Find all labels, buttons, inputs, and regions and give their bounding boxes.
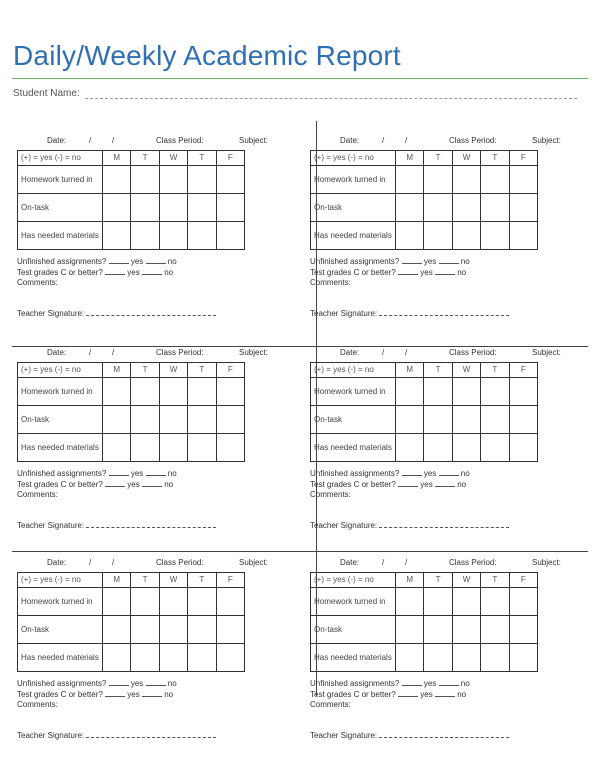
report-card bbox=[10, 348, 290, 553]
row-label: Homework turned in bbox=[18, 588, 103, 616]
subject-label: Subject: bbox=[239, 348, 268, 357]
grid-cell[interactable] bbox=[188, 644, 216, 672]
grid-cell[interactable] bbox=[159, 222, 187, 250]
grades-question: Test grades C or better? yes no bbox=[17, 480, 174, 489]
answer-blank[interactable] bbox=[398, 266, 418, 275]
day-header: T bbox=[481, 573, 509, 588]
behavior-grid bbox=[310, 362, 538, 462]
comments-label: Comments: bbox=[17, 278, 58, 287]
unfinished-question: Unfinished assignments? yes no bbox=[17, 257, 177, 266]
grid-cell[interactable] bbox=[424, 588, 452, 616]
grid-cell[interactable] bbox=[103, 194, 131, 222]
grid-cell[interactable] bbox=[103, 378, 131, 406]
answer-blank[interactable] bbox=[398, 688, 418, 697]
grid-cell[interactable] bbox=[424, 616, 452, 644]
grid-cell[interactable] bbox=[103, 644, 131, 672]
date-separator: / bbox=[89, 136, 92, 145]
grid-cell[interactable] bbox=[481, 434, 509, 462]
day-header: M bbox=[103, 151, 131, 166]
day-header: T bbox=[131, 151, 159, 166]
answer-blank[interactable] bbox=[109, 677, 129, 686]
row-label: Has needed materials bbox=[18, 434, 103, 462]
teacher-signature: Teacher Signature: bbox=[310, 729, 509, 740]
day-header: F bbox=[216, 151, 244, 166]
grid-cell[interactable] bbox=[131, 406, 159, 434]
class-period-label: Class Period: bbox=[449, 136, 497, 145]
behavior-grid bbox=[17, 362, 245, 462]
grid-cell[interactable] bbox=[188, 588, 216, 616]
day-header: T bbox=[188, 363, 216, 378]
date-separator: / bbox=[89, 348, 92, 357]
answer-blank[interactable] bbox=[435, 266, 455, 275]
answer-blank[interactable] bbox=[105, 478, 125, 487]
date-separator: / bbox=[405, 348, 408, 357]
grid-cell[interactable] bbox=[396, 644, 424, 672]
answer-blank[interactable] bbox=[435, 478, 455, 487]
day-header: T bbox=[481, 151, 509, 166]
grid-key: (+) = yes (-) = no bbox=[18, 363, 103, 378]
grid-cell[interactable] bbox=[159, 588, 187, 616]
day-header: W bbox=[452, 573, 480, 588]
report-questions bbox=[310, 467, 580, 500]
report-header bbox=[303, 136, 583, 148]
answer-blank[interactable] bbox=[142, 266, 162, 275]
row-label: On-task bbox=[18, 406, 103, 434]
subject-label: Subject: bbox=[532, 136, 561, 145]
answer-blank[interactable] bbox=[402, 467, 422, 476]
grid-key: (+) = yes (-) = no bbox=[311, 573, 396, 588]
grid-cell[interactable] bbox=[509, 166, 537, 194]
row-divider bbox=[12, 346, 588, 347]
day-header: F bbox=[509, 363, 537, 378]
date-label: Date: bbox=[47, 558, 67, 567]
class-period-label: Class Period: bbox=[449, 348, 497, 357]
grid-cell[interactable] bbox=[452, 194, 480, 222]
grid-cell[interactable] bbox=[481, 588, 509, 616]
day-header: M bbox=[103, 363, 131, 378]
grid-cell[interactable] bbox=[216, 434, 244, 462]
day-header: M bbox=[396, 573, 424, 588]
grid-cell[interactable] bbox=[396, 406, 424, 434]
answer-blank[interactable] bbox=[402, 677, 422, 686]
grid-cell[interactable] bbox=[452, 378, 480, 406]
day-header: W bbox=[159, 363, 187, 378]
row-label: Homework turned in bbox=[311, 166, 396, 194]
report-header bbox=[303, 348, 583, 360]
date-separator: / bbox=[112, 136, 115, 145]
row-label: On-task bbox=[311, 194, 396, 222]
day-header: T bbox=[188, 151, 216, 166]
date-label: Date: bbox=[340, 558, 360, 567]
day-header: F bbox=[509, 151, 537, 166]
grid-cell[interactable] bbox=[103, 588, 131, 616]
grid-cell[interactable] bbox=[131, 194, 159, 222]
grades-question: Test grades C or better? yes no bbox=[310, 690, 467, 699]
teacher-signature: Teacher Signature: bbox=[310, 519, 509, 530]
day-header: W bbox=[159, 151, 187, 166]
report-header bbox=[10, 558, 290, 570]
day-header: F bbox=[509, 573, 537, 588]
unfinished-question: Unfinished assignments? yes no bbox=[310, 469, 470, 478]
day-header: W bbox=[159, 573, 187, 588]
day-header: M bbox=[396, 363, 424, 378]
answer-blank[interactable] bbox=[398, 478, 418, 487]
answer-blank[interactable] bbox=[146, 467, 166, 476]
date-separator: / bbox=[112, 348, 115, 357]
grid-cell[interactable] bbox=[509, 588, 537, 616]
date-separator: / bbox=[382, 136, 385, 145]
grid-cell[interactable] bbox=[216, 588, 244, 616]
grid-cell[interactable] bbox=[509, 434, 537, 462]
grid-cell[interactable] bbox=[188, 378, 216, 406]
grid-cell[interactable] bbox=[216, 194, 244, 222]
report-header bbox=[10, 136, 290, 148]
teacher-signature: Teacher Signature: bbox=[17, 307, 216, 318]
class-period-label: Class Period: bbox=[156, 348, 204, 357]
answer-blank[interactable] bbox=[146, 677, 166, 686]
report-header bbox=[10, 348, 290, 360]
grid-cell[interactable] bbox=[396, 166, 424, 194]
answer-blank[interactable] bbox=[439, 467, 459, 476]
subject-label: Subject: bbox=[239, 558, 268, 567]
student-name-label: Student Name: bbox=[13, 88, 80, 99]
grid-cell[interactable] bbox=[452, 434, 480, 462]
answer-blank[interactable] bbox=[142, 478, 162, 487]
day-header: W bbox=[452, 151, 480, 166]
grid-cell[interactable] bbox=[188, 406, 216, 434]
grid-cell[interactable] bbox=[131, 616, 159, 644]
comments-label: Comments: bbox=[17, 490, 58, 499]
grid-cell[interactable] bbox=[159, 616, 187, 644]
grid-cell[interactable] bbox=[509, 644, 537, 672]
grid-cell[interactable] bbox=[216, 406, 244, 434]
day-header: T bbox=[481, 363, 509, 378]
teacher-signature: Teacher Signature: bbox=[17, 519, 216, 530]
signature-field[interactable] bbox=[86, 519, 216, 528]
grid-cell[interactable] bbox=[103, 406, 131, 434]
grid-cell[interactable] bbox=[131, 434, 159, 462]
grid-cell[interactable] bbox=[396, 194, 424, 222]
grid-cell[interactable] bbox=[424, 644, 452, 672]
grades-question: Test grades C or better? yes no bbox=[310, 480, 467, 489]
report-card bbox=[303, 136, 583, 341]
grid-cell[interactable] bbox=[131, 644, 159, 672]
grid-key: (+) = yes (-) = no bbox=[311, 151, 396, 166]
comments-label: Comments: bbox=[310, 278, 351, 287]
behavior-grid bbox=[17, 572, 245, 672]
day-header: T bbox=[188, 573, 216, 588]
report-questions bbox=[17, 677, 287, 710]
grid-cell[interactable] bbox=[452, 406, 480, 434]
behavior-grid bbox=[310, 150, 538, 250]
grid-cell[interactable] bbox=[131, 222, 159, 250]
grid-key: (+) = yes (-) = no bbox=[311, 363, 396, 378]
day-header: T bbox=[424, 573, 452, 588]
report-questions bbox=[310, 255, 580, 288]
grid-cell[interactable] bbox=[131, 378, 159, 406]
grid-cell[interactable] bbox=[216, 644, 244, 672]
answer-blank[interactable] bbox=[439, 255, 459, 264]
grid-cell[interactable] bbox=[159, 378, 187, 406]
grid-cell[interactable] bbox=[452, 644, 480, 672]
report-card bbox=[10, 136, 290, 341]
date-label: Date: bbox=[47, 136, 67, 145]
grid-cell[interactable] bbox=[159, 644, 187, 672]
grid-cell[interactable] bbox=[159, 194, 187, 222]
grid-cell[interactable] bbox=[452, 588, 480, 616]
grid-cell[interactable] bbox=[103, 222, 131, 250]
date-label: Date: bbox=[47, 348, 67, 357]
grid-cell[interactable] bbox=[481, 194, 509, 222]
grid-cell[interactable] bbox=[188, 434, 216, 462]
answer-blank[interactable] bbox=[402, 255, 422, 264]
grid-key: (+) = yes (-) = no bbox=[18, 573, 103, 588]
class-period-label: Class Period: bbox=[156, 136, 204, 145]
row-label: On-task bbox=[311, 406, 396, 434]
grid-cell[interactable] bbox=[424, 194, 452, 222]
grid-cell[interactable] bbox=[509, 194, 537, 222]
grid-cell[interactable] bbox=[216, 166, 244, 194]
grid-cell[interactable] bbox=[396, 378, 424, 406]
day-header: M bbox=[396, 151, 424, 166]
answer-blank[interactable] bbox=[105, 266, 125, 275]
grid-cell[interactable] bbox=[424, 434, 452, 462]
grid-cell[interactable] bbox=[481, 616, 509, 644]
day-header: F bbox=[216, 363, 244, 378]
student-name-field[interactable] bbox=[85, 98, 577, 99]
grid-key: (+) = yes (-) = no bbox=[18, 151, 103, 166]
teacher-signature: Teacher Signature: bbox=[310, 307, 509, 318]
grid-cell[interactable] bbox=[396, 434, 424, 462]
grid-cell[interactable] bbox=[131, 166, 159, 194]
subject-label: Subject: bbox=[239, 136, 268, 145]
comments-label: Comments: bbox=[17, 700, 58, 709]
row-label: Homework turned in bbox=[18, 166, 103, 194]
behavior-grid bbox=[17, 150, 245, 250]
row-label: On-task bbox=[18, 194, 103, 222]
grid-cell[interactable] bbox=[424, 378, 452, 406]
answer-blank[interactable] bbox=[435, 688, 455, 697]
grid-cell[interactable] bbox=[452, 616, 480, 644]
row-label: On-task bbox=[18, 616, 103, 644]
date-separator: / bbox=[382, 558, 385, 567]
signature-field[interactable] bbox=[86, 307, 216, 316]
grid-cell[interactable] bbox=[188, 166, 216, 194]
signature-field[interactable] bbox=[379, 307, 509, 316]
grid-cell[interactable] bbox=[509, 616, 537, 644]
grid-cell[interactable] bbox=[509, 222, 537, 250]
unfinished-question: Unfinished assignments? yes no bbox=[17, 469, 177, 478]
report-card bbox=[10, 558, 290, 763]
grid-cell[interactable] bbox=[216, 378, 244, 406]
date-separator: / bbox=[405, 558, 408, 567]
report-questions bbox=[17, 467, 287, 500]
grid-cell[interactable] bbox=[481, 644, 509, 672]
class-period-label: Class Period: bbox=[449, 558, 497, 567]
grades-question: Test grades C or better? yes no bbox=[310, 268, 467, 277]
row-label: Has needed materials bbox=[311, 222, 396, 250]
answer-blank[interactable] bbox=[109, 255, 129, 264]
row-label: Homework turned in bbox=[18, 378, 103, 406]
grid-cell[interactable] bbox=[481, 166, 509, 194]
date-separator: / bbox=[112, 558, 115, 567]
answer-blank[interactable] bbox=[142, 688, 162, 697]
day-header: T bbox=[424, 363, 452, 378]
grid-cell[interactable] bbox=[396, 222, 424, 250]
grid-cell[interactable] bbox=[131, 588, 159, 616]
grid-cell[interactable] bbox=[481, 378, 509, 406]
day-header: T bbox=[131, 363, 159, 378]
behavior-grid bbox=[310, 572, 538, 672]
report-questions bbox=[310, 677, 580, 710]
day-header: W bbox=[452, 363, 480, 378]
class-period-label: Class Period: bbox=[156, 558, 204, 567]
row-label: Has needed materials bbox=[311, 434, 396, 462]
grid-cell[interactable] bbox=[103, 166, 131, 194]
date-separator: / bbox=[405, 136, 408, 145]
unfinished-question: Unfinished assignments? yes no bbox=[310, 257, 470, 266]
teacher-signature: Teacher Signature: bbox=[17, 729, 216, 740]
answer-blank[interactable] bbox=[109, 467, 129, 476]
grid-cell[interactable] bbox=[481, 406, 509, 434]
grades-question: Test grades C or better? yes no bbox=[17, 268, 174, 277]
row-label: Homework turned in bbox=[311, 588, 396, 616]
day-header: M bbox=[103, 573, 131, 588]
grid-cell[interactable] bbox=[188, 616, 216, 644]
date-label: Date: bbox=[340, 136, 360, 145]
grid-cell[interactable] bbox=[424, 222, 452, 250]
day-header: T bbox=[424, 151, 452, 166]
grid-cell[interactable] bbox=[452, 222, 480, 250]
comments-label: Comments: bbox=[310, 490, 351, 499]
grid-cell[interactable] bbox=[159, 166, 187, 194]
title-divider bbox=[12, 78, 588, 79]
row-label: Has needed materials bbox=[311, 644, 396, 672]
grid-cell[interactable] bbox=[481, 222, 509, 250]
grid-cell[interactable] bbox=[424, 166, 452, 194]
row-label: On-task bbox=[311, 616, 396, 644]
signature-field[interactable] bbox=[86, 729, 216, 738]
report-questions bbox=[17, 255, 287, 288]
grid-cell[interactable] bbox=[159, 406, 187, 434]
grid-cell[interactable] bbox=[396, 616, 424, 644]
page-title: Daily/Weekly Academic Report bbox=[13, 40, 401, 71]
signature-field[interactable] bbox=[379, 729, 509, 738]
grid-cell[interactable] bbox=[452, 166, 480, 194]
grid-cell[interactable] bbox=[103, 434, 131, 462]
grid-cell[interactable] bbox=[216, 616, 244, 644]
grid-cell[interactable] bbox=[216, 222, 244, 250]
row-label: Has needed materials bbox=[18, 222, 103, 250]
report-card bbox=[303, 348, 583, 553]
report-card bbox=[303, 558, 583, 763]
grid-cell[interactable] bbox=[509, 378, 537, 406]
date-separator: / bbox=[89, 558, 92, 567]
grid-cell[interactable] bbox=[188, 194, 216, 222]
answer-blank[interactable] bbox=[439, 677, 459, 686]
subject-label: Subject: bbox=[532, 348, 561, 357]
grid-cell[interactable] bbox=[103, 616, 131, 644]
date-separator: / bbox=[382, 348, 385, 357]
unfinished-question: Unfinished assignments? yes no bbox=[17, 679, 177, 688]
answer-blank[interactable] bbox=[105, 688, 125, 697]
grid-cell[interactable] bbox=[424, 406, 452, 434]
unfinished-question: Unfinished assignments? yes no bbox=[310, 679, 470, 688]
date-label: Date: bbox=[340, 348, 360, 357]
grid-cell[interactable] bbox=[188, 222, 216, 250]
grades-question: Test grades C or better? yes no bbox=[17, 690, 174, 699]
day-header: T bbox=[131, 573, 159, 588]
grid-cell[interactable] bbox=[396, 588, 424, 616]
row-label: Homework turned in bbox=[311, 378, 396, 406]
grid-cell[interactable] bbox=[159, 434, 187, 462]
grid-cell[interactable] bbox=[509, 406, 537, 434]
comments-label: Comments: bbox=[310, 700, 351, 709]
subject-label: Subject: bbox=[532, 558, 561, 567]
day-header: F bbox=[216, 573, 244, 588]
answer-blank[interactable] bbox=[146, 255, 166, 264]
report-header bbox=[303, 558, 583, 570]
row-label: Has needed materials bbox=[18, 644, 103, 672]
signature-field[interactable] bbox=[379, 519, 509, 528]
